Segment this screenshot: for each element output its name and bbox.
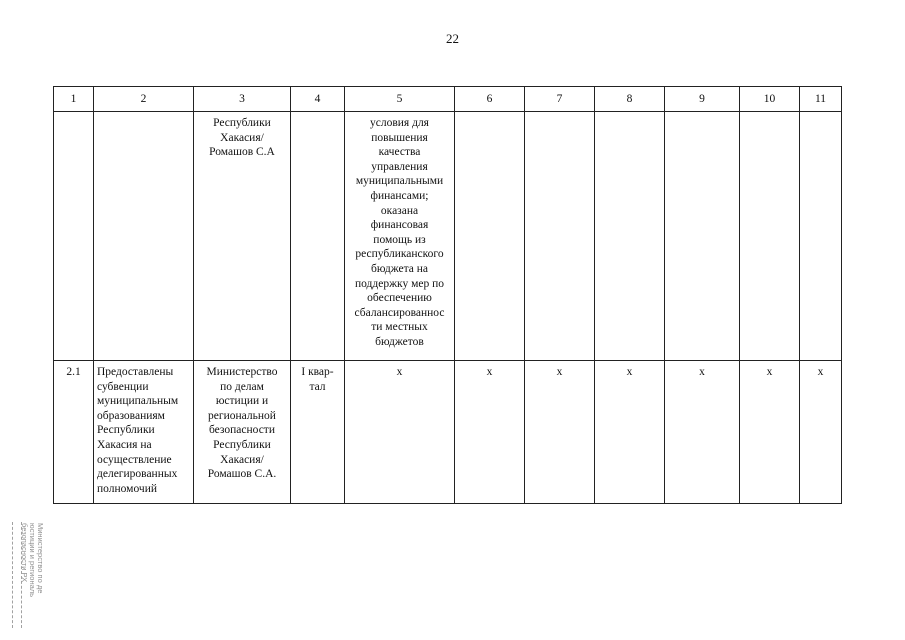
responsible-text: Министерство по делам юстиции и региональной безопасности Республики Хакасия/ Ромашов С.А. xyxy=(206,366,278,481)
header-cell: 5 xyxy=(345,87,455,112)
value-cell: х xyxy=(740,361,800,504)
value-cell: х xyxy=(525,361,595,504)
stamp-text: Министерство по де юстиции и региональ безопасности РХ xyxy=(20,523,45,598)
event-text: Предоставлены субвенции муниципальным образованиям Республики Хакасия на осуществление делегированных полномочий xyxy=(97,366,179,495)
header-cell: 10 xyxy=(740,87,800,112)
header-cell: 9 xyxy=(665,87,740,112)
value-cell: х xyxy=(345,361,455,504)
empty-cell xyxy=(525,112,595,361)
value-cell: х xyxy=(455,361,525,504)
result-cell xyxy=(345,112,455,361)
header-cell: 6 xyxy=(455,87,525,112)
value-cell: х xyxy=(595,361,665,504)
header-cell: 7 xyxy=(525,87,595,112)
empty-cell xyxy=(54,112,94,361)
header-cell: 8 xyxy=(595,87,665,112)
empty-cell xyxy=(740,112,800,361)
empty-cell xyxy=(800,112,842,361)
header-cell: 11 xyxy=(800,87,842,112)
table-header-row xyxy=(54,87,842,112)
responsible-cell xyxy=(194,112,291,361)
result-text: условия для повышения качества управления муниципальными финансами; оказана финансовая помощь из республиканского бюджета на поддержку мер по обеспечению сбалансированнос ти местных бюджетов xyxy=(354,117,445,348)
empty-cell xyxy=(665,112,740,361)
responsible-text: Республики Хакасия/ Ромашов С.А xyxy=(209,117,275,159)
header-cell: 3 xyxy=(194,87,291,112)
table-row xyxy=(54,112,842,361)
events-table xyxy=(53,86,842,504)
empty-cell xyxy=(94,112,194,361)
value-cell: х xyxy=(665,361,740,504)
empty-cell xyxy=(291,112,345,361)
document-stamp xyxy=(10,522,54,630)
empty-cell xyxy=(455,112,525,361)
header-cell: 4 xyxy=(291,87,345,112)
deadline-text: I квар- тал xyxy=(301,366,334,393)
row-number-cell: 2.1 xyxy=(54,361,94,504)
table-row xyxy=(54,361,842,504)
page-number: 22 xyxy=(446,31,459,46)
value-cell: х xyxy=(800,361,842,504)
header-cell: 1 xyxy=(54,87,94,112)
deadline-cell xyxy=(291,361,345,504)
header-cell: 2 xyxy=(94,87,194,112)
empty-cell xyxy=(595,112,665,361)
event-cell xyxy=(94,361,194,504)
responsible-cell xyxy=(194,361,291,504)
